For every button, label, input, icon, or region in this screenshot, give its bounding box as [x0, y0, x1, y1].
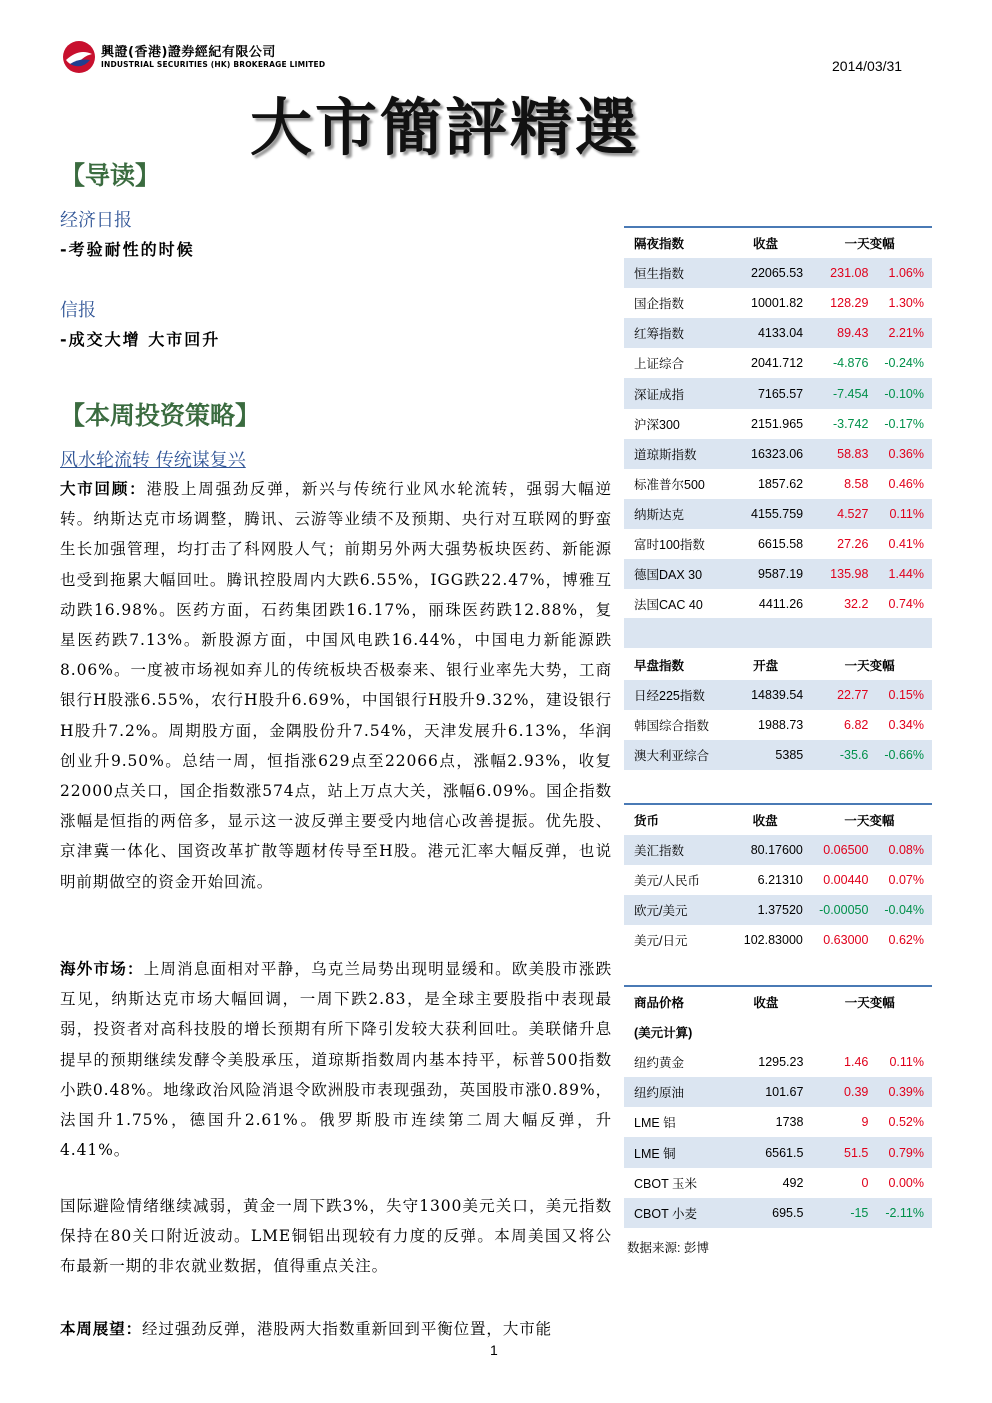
table-row [624, 258, 932, 288]
row-change: 128.29 [830, 296, 869, 311]
table-row [624, 378, 932, 408]
table-header-row [624, 986, 932, 1017]
row-change-pct: 1.44% [870, 559, 932, 589]
row-change: 58.83 [807, 439, 870, 469]
row-change-pct: 0.62% [888, 933, 924, 948]
table-spacer [624, 618, 932, 648]
data-source: 数据来源: 彭博 [627, 1241, 709, 1255]
overnight-index-table [624, 226, 932, 619]
row-change: 8.58 [844, 476, 869, 491]
header-change: 一天变幅 [844, 814, 895, 829]
row-change-pct: 0.00% [888, 1175, 924, 1190]
header-close: 收盘 [753, 996, 779, 1011]
row-close: 102.83000 [743, 933, 803, 948]
row-change-pct: -2.11% [870, 1198, 932, 1228]
guide-headline-2: -成交大增 大市回升 [60, 330, 221, 349]
row-close: 4411.26 [758, 597, 804, 612]
row-change: 0.00440 [823, 873, 869, 888]
row-close: 2041.712 [751, 356, 804, 371]
row-close: 101.67 [728, 1077, 807, 1107]
table-row [624, 529, 932, 559]
guide-paper-2: 信报 [60, 300, 96, 321]
row-change-pct: 0.46% [888, 476, 924, 491]
table-row [624, 348, 932, 378]
row-change: 22.77 [807, 680, 870, 710]
row-close: 1295.23 [758, 1055, 804, 1070]
row-change-pct: 0.34% [888, 718, 924, 733]
table-row [624, 680, 932, 710]
row-change-pct: 0.41% [888, 536, 924, 551]
market-review-label: 大市回顾： [60, 480, 147, 498]
row-change-pct: -0.17% [884, 416, 924, 431]
table-row [624, 559, 932, 589]
strategy-heading: 【本周投资策略】 [60, 401, 261, 430]
table-row [624, 1168, 932, 1198]
row-close: 14839.54 [728, 680, 807, 710]
row-name: 恒生指数 [624, 258, 728, 288]
row-name: 富时100指数 [634, 537, 705, 552]
table-row [624, 835, 932, 865]
table-header-row [624, 804, 932, 835]
row-name: 上证综合 [634, 357, 685, 372]
row-change: 0.39 [807, 1077, 870, 1107]
table-row [624, 865, 932, 895]
row-change: 0.06500 [807, 835, 871, 865]
company-logo-icon [62, 40, 96, 74]
row-change: -15 [807, 1198, 870, 1228]
currency-table [624, 803, 932, 955]
table-row [624, 409, 932, 439]
row-change: 1.46 [844, 1055, 869, 1070]
row-change-pct: -0.10% [870, 378, 932, 408]
row-change-pct: -0.66% [870, 740, 932, 770]
row-close: 80.17600 [727, 835, 806, 865]
row-name: 澳大利亚综合 [624, 740, 728, 770]
row-close: 1988.73 [758, 718, 804, 733]
row-close: 695.5 [728, 1198, 807, 1228]
header-change: 一天变幅 [844, 996, 895, 1011]
row-change: -35.6 [807, 740, 870, 770]
row-close: 6615.58 [757, 536, 804, 551]
row-change: -4.876 [832, 356, 869, 371]
row-change-pct: 0.07% [888, 873, 924, 888]
row-change-pct: 0.15% [870, 680, 932, 710]
header-name: 商品价格 [634, 996, 685, 1011]
table-row [624, 710, 932, 740]
outlook-text: 经过强劲反弹，港股两大指数重新回到平衡位置，大市能 [142, 1320, 553, 1338]
row-name: CBOT 玉米 [634, 1176, 697, 1191]
row-close: 492 [782, 1175, 804, 1190]
table-row [624, 1107, 932, 1137]
outlook-label: 本周展望： [60, 1320, 143, 1338]
header-name: 隔夜指数 [634, 237, 685, 252]
row-name: 韩国综合指数 [634, 719, 710, 734]
row-change-pct: 0.08% [870, 835, 932, 865]
row-name: LME 铝 [634, 1116, 676, 1131]
table-row [624, 318, 932, 348]
commodity-table [624, 985, 932, 1228]
company-name-cn: 興證(香港)證券經紀有限公司 [101, 45, 276, 60]
row-close: 4155.759 [728, 499, 807, 529]
company-name-en: INDUSTRIAL SECURITIES (HK) BROKERAGE LIMITED [101, 60, 326, 69]
row-close: 1.37520 [727, 895, 806, 925]
table-row [624, 499, 932, 529]
guide-paper-1: 经济日报 [60, 210, 132, 231]
outlook-paragraph [60, 1314, 612, 1344]
row-change-pct: 0.11% [870, 499, 932, 529]
row-close: 5385 [728, 740, 807, 770]
row-change: -3.742 [832, 416, 869, 431]
header-name: 早盘指数 [634, 659, 685, 674]
morning-index-table [624, 650, 932, 770]
table-row [624, 439, 932, 469]
row-change: 9 [861, 1115, 869, 1130]
overseas-market-text: 上周消息面相对平静，乌克兰局势出现明显缓和。欧美股市涨跌互见，纳斯达克市场大幅回调，一周下跌2.83，是全球主要股指中表现最弱，投资者对高科技股的增长预期有所下降引发较大获利回吐。美联储升息提早的预期继续发酵令美股承压，道琼斯指数周内基本持平，标普500指数小跌0.48%。地缘政治风险消退令欧洲股市表现强劲，英国股市涨0.89%，法国升1.75%，德国升2.61%。俄罗斯股市连续第二周大幅反弹，升4.41%。 [60, 960, 612, 1160]
overseas-market-label: 海外市场： [60, 960, 144, 978]
report-title: 大市簡評精選 [250, 91, 641, 164]
market-review-text: 港股上周强劲反弹，新兴与传统行业风水轮流转，强弱大幅逆转。纳斯达克市场调整，腾讯、云游等业绩不及预期、央行对互联网的野蛮生长加强管理，均打击了科网股人气；前期另外两大强势板块医药、新能源也受到拖累大幅回吐。腾讯控股周内大跌6.55%，IGG跌22.47%，博雅互动跌16.98%。医药方面，石药集团跌16.17%，丽珠医药跌12.88%，复星医药跌7.13%。新股源方面，中国风电跌16.44%，中国电力新能源跌8.06%。一度被市场视如弃儿的传统板块否极泰来、银行业率先大势，工商银行H股涨6.55%，农行H股升6.69%，中国银行H股升9.32%，建设银行H股升7.2%。周期股方面，金隅股份升7.54%，天津发展升6.13%，华润创业升9.50%。总结一周，恒指涨629点至22066点，涨幅2.93%，收复22000点关口，国企指数涨574点，站上万点大关，涨幅6.09%。国企指数涨幅是恒指的两倍多，显示这一波反弹主要受内地信心改善提振。优先股、京津冀一体化、国资改革扩散等题材传导至H股。港元汇率大幅反弹，也说明前期做空的资金开始回流。 [60, 480, 612, 891]
report-date: 2014/03/31 [832, 58, 903, 74]
row-change-pct: 0.79% [870, 1137, 932, 1167]
row-name: LME 铜 [624, 1137, 728, 1167]
row-name: 纳斯达克 [624, 499, 728, 529]
row-change-pct: 1.06% [870, 258, 932, 288]
header-change: 一天变幅 [844, 237, 895, 252]
header-change: 一天变幅 [844, 659, 895, 674]
table-row [624, 1137, 932, 1167]
row-change: 89.43 [807, 318, 870, 348]
row-name: 沪深300 [634, 417, 680, 432]
header-unit: (美元计算) [634, 1026, 693, 1041]
guide-heading: 【导读】 [60, 161, 161, 190]
row-close: 6561.5 [728, 1137, 807, 1167]
row-change: 0.63000 [823, 933, 869, 948]
row-change: 0 [861, 1175, 869, 1190]
row-name: 美汇指数 [624, 835, 727, 865]
row-name: 美元/日元 [634, 934, 688, 949]
row-change-pct: 0.74% [888, 597, 924, 612]
row-close: 10001.82 [751, 296, 804, 311]
row-name: 日经225指数 [624, 680, 728, 710]
row-close: 6.21310 [757, 873, 803, 888]
row-name: 纽约原油 [624, 1077, 728, 1107]
row-name: 欧元/美元 [624, 895, 727, 925]
table-row [624, 895, 932, 925]
row-change-pct: 0.52% [888, 1115, 924, 1130]
row-change-pct: 1.30% [888, 296, 924, 311]
table-row [624, 589, 932, 619]
guide-headline-1: -考验耐性的时候 [60, 240, 195, 259]
row-change: 32.2 [844, 597, 869, 612]
table-row [624, 469, 932, 499]
header-name: 货币 [634, 814, 660, 829]
strategy-subheading: 风水轮流转 传统谋复兴 [60, 450, 246, 471]
market-review-paragraph [60, 474, 612, 897]
row-name: 标准普尔500 [634, 477, 705, 492]
safe-haven-paragraph [60, 1191, 612, 1282]
row-name: 美元/人民币 [634, 874, 700, 889]
row-close: 1857.62 [757, 476, 804, 491]
table-subheader-row [624, 1017, 932, 1047]
table-row [624, 1077, 932, 1107]
row-name: CBOT 小麦 [624, 1198, 728, 1228]
table-row [624, 740, 932, 770]
row-change: 231.08 [807, 258, 870, 288]
row-change: 4.527 [807, 499, 870, 529]
row-name: 红筹指数 [624, 318, 728, 348]
row-change-pct: 0.39% [870, 1077, 932, 1107]
row-name: 纽约黄金 [634, 1056, 685, 1071]
table-row [624, 925, 932, 955]
row-change: -7.454 [807, 378, 870, 408]
row-close: 2151.965 [751, 416, 804, 431]
table-header-row [624, 650, 932, 680]
table-row [624, 1198, 932, 1228]
table-row [624, 288, 932, 318]
row-name: 法国CAC 40 [634, 598, 703, 613]
row-name: 国企指数 [634, 297, 685, 312]
row-change-pct: 0.36% [870, 439, 932, 469]
row-change-pct: 0.11% [889, 1055, 924, 1070]
row-name: 深证成指 [624, 378, 728, 408]
row-change: -0.00050 [807, 895, 871, 925]
row-change-pct: 2.21% [870, 318, 932, 348]
row-name: 道琼斯指数 [624, 439, 728, 469]
page-number: 1 [490, 1342, 498, 1358]
row-change: 135.98 [807, 559, 870, 589]
row-close: 7165.57 [728, 378, 807, 408]
row-close: 4133.04 [728, 318, 807, 348]
row-change-pct: -0.24% [884, 356, 924, 371]
row-close: 16323.06 [728, 439, 807, 469]
row-name: 德国DAX 30 [624, 559, 728, 589]
table-header-row [624, 227, 932, 258]
row-close: 22065.53 [728, 258, 807, 288]
header-close: 收盘 [752, 814, 778, 829]
safe-haven-text: 国际避险情绪继续减弱，黄金一周下跌3%，失守1300美元关口，美元指数保持在80关口附近波动。LME铜铝出现较有力度的反弹。本周美国又将公布最新一期的非农就业数据，值得重点关注。 [60, 1197, 612, 1276]
overseas-market-paragraph [60, 954, 612, 1165]
row-change-pct: -0.04% [870, 895, 932, 925]
header-close: 收盘 [753, 237, 779, 252]
row-close: 1738 [775, 1115, 804, 1130]
row-change: 6.82 [844, 718, 869, 733]
table-row [624, 1047, 932, 1077]
row-change: 27.26 [837, 536, 869, 551]
row-close: 9587.19 [728, 559, 807, 589]
row-change: 51.5 [807, 1137, 870, 1167]
header-close: 开盘 [753, 659, 779, 674]
